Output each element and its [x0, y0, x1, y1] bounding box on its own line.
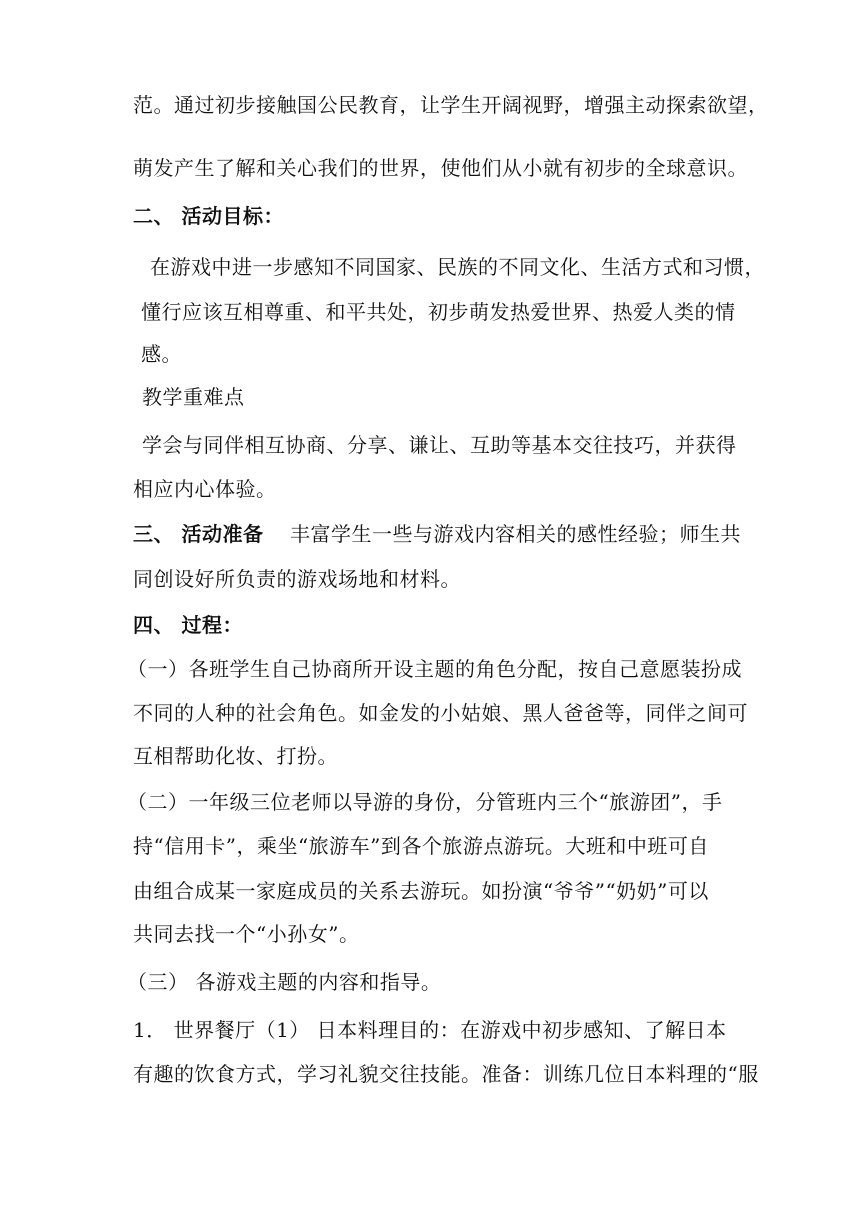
paragraph-line: 共同去找一个“小孙女”。	[133, 922, 360, 946]
section-heading-goals: 二、 活动目标：	[133, 204, 284, 228]
paragraph-line: 互相帮助化妆、打扮。	[133, 744, 338, 768]
paragraph-line: （一）各班学生自己协商所开设主题的角色分配，按自己意愿装扮成	[127, 657, 742, 681]
section-heading-preparation: 三、 活动准备	[133, 522, 264, 546]
paragraph-line: （三） 各游戏主题的内容和指导。	[127, 970, 442, 994]
paragraph-line: 懂行应该互相尊重、和平共处，初步萌发热爱世界、热爱人类的情	[141, 300, 736, 324]
paragraph-line: 1． 世界餐厅（1） 日本料理目的：在游戏中初步感知、了解日本	[133, 1018, 727, 1042]
paragraph-line: 学会与同伴相互协商、分享、谦让、互助等基本交往技巧，并获得	[142, 433, 737, 457]
paragraph-line: 感。	[141, 342, 182, 366]
paragraph-line: 有趣的饮食方式，学习礼貌交往技能。准备：训练几位日本料理的“服	[133, 1062, 759, 1086]
paragraph-line: 范。通过初步接触国公民教育，让学生开阔视野，增强主动探索欲望，	[133, 93, 769, 117]
section-heading-process: 四、 过程：	[133, 613, 243, 637]
paragraph-line: 相应内心体验。	[133, 477, 277, 501]
paragraph-line: 在游戏中进一步感知不同国家、民族的不同文化、生活方式和习惯，	[150, 255, 765, 279]
paragraph-line: 不同的人种的社会角色。如金发的小姑娘、黑人爸爸等，同伴之间可	[133, 701, 748, 725]
paragraph-line: 同创设好所负责的游戏场地和材料。	[133, 567, 461, 591]
paragraph-line: 持“信用卡”，乘坐“旅游车”到各个旅游点游玩。大班和中班可自	[133, 834, 709, 858]
paragraph-line: 由组合成某一家庭成员的关系去游玩。如扮演“爷爷”“奶奶”可以	[133, 879, 709, 903]
paragraph-line: （二）一年级三位老师以导游的身份，分管班内三个“旅游团”，手	[127, 790, 723, 814]
paragraph-line: 萌发产生了解和关心我们的世界，使他们从小就有初步的全球意识。	[133, 156, 748, 180]
subheading-key-points: 教学重难点	[142, 385, 245, 409]
paragraph-line: 丰富学生一些与游戏内容相关的感性经验；师生共	[290, 522, 741, 546]
